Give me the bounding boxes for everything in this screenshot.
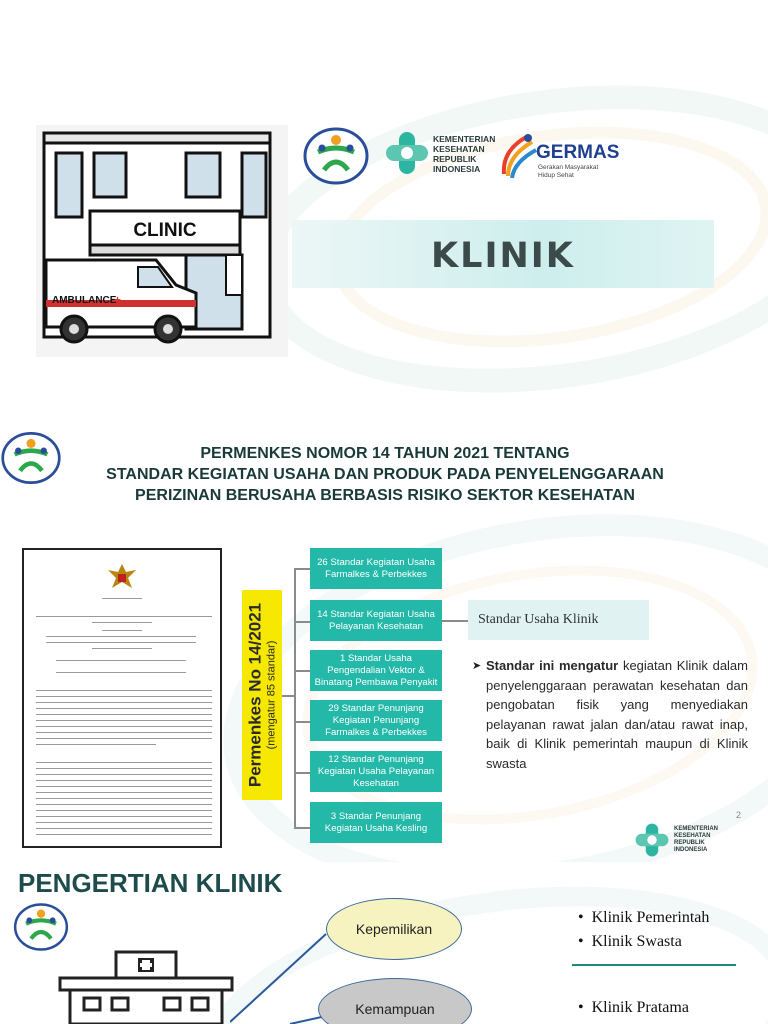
germas-name: GERMAS — [536, 142, 620, 163]
standard-line: 26 Standar Kegiatan Usaha — [317, 556, 435, 568]
capability-list — [578, 996, 689, 1020]
kemkes-line: INDONESIA — [433, 164, 481, 174]
kemkes-line: REPUBLIK — [433, 154, 477, 164]
title-band — [292, 220, 714, 288]
kemkes-line: KESEHATAN — [674, 833, 711, 839]
kemkes-line: INDONESIA — [674, 847, 708, 853]
standard-description — [486, 656, 748, 773]
standard-box — [310, 548, 442, 589]
slide-cover — [0, 0, 768, 400]
permenkes-vertical-label — [242, 590, 282, 800]
germas-logo — [498, 130, 620, 182]
clinic-illustration — [36, 125, 288, 357]
kemkes-line: KEMENTERIAN — [433, 134, 496, 144]
kemkes-logo — [634, 822, 734, 860]
kemkes-logo — [384, 130, 494, 180]
kemkes-cross-icon — [634, 822, 670, 858]
svg-text:+: + — [114, 293, 122, 307]
list-item: • Klinik Swasta — [578, 933, 682, 950]
standard-line: 12 Standar Penunjang — [328, 753, 424, 765]
kemkes-line: KEMENTERIAN — [674, 826, 719, 832]
kepemilikan-ellipse — [326, 898, 462, 960]
slide-title: KLINIK — [431, 236, 575, 276]
standard-line: 29 Standar Penunjang — [328, 702, 424, 714]
standard-line: Kegiatan Penunjang — [332, 714, 420, 726]
ambulance-label: AMBULANCE — [52, 295, 117, 306]
regulation-title-line: STANDAR KEGIATAN USAHA DAN PRODUK PADA PENYELENGGARAAN — [106, 466, 664, 483]
standard-box — [310, 802, 442, 843]
standard-line: 14 Standar Kegiatan Usaha — [317, 608, 435, 620]
kemkes-line: KESEHATAN — [433, 144, 485, 154]
page-number: 2 — [736, 810, 742, 820]
section-title: PENGERTIAN KLINIK — [18, 868, 283, 898]
standard-line: Kesehatan — [353, 777, 399, 789]
germas-sub-line: Hidup Sehat — [538, 172, 574, 179]
divider-line — [572, 964, 736, 966]
ellipse-label: Kemampuan — [355, 1001, 435, 1017]
standard-line: 1 Standar Usaha — [339, 652, 412, 664]
description-text: kegiatan Klinik dalam penyelenggaraan perawatan kesehatan dan pengobatan fisik yang menyediakan pelayanan rawat jalan dan/atau rawat inap, baik di Klinik pemerintah maupun di Klinik swasta — [486, 658, 748, 771]
standar-usaha-label: Standar Usaha Klinik — [478, 612, 599, 627]
kemkes-line: REPUBLIK — [674, 840, 705, 846]
ownership-list — [578, 906, 709, 954]
standard-line: Binatang Pembawa Penyakit — [314, 676, 438, 688]
germas-swoosh-icon — [498, 130, 538, 180]
standard-line: 3 Standar Penunjang — [330, 810, 422, 822]
standard-line: Pelayanan Kesehatan — [329, 620, 423, 632]
standar-usaha-klinik-box — [468, 600, 649, 640]
bakti-husada-logo — [302, 126, 370, 191]
kemkes-cross-icon — [384, 130, 430, 176]
standard-box — [310, 751, 442, 792]
permenkes-sublabel: (mengatur 85 standar) — [265, 640, 278, 750]
standard-box — [310, 600, 442, 641]
standard-line: Kegiatan Usaha Pelayanan — [317, 765, 435, 777]
list-item: • Klinik Pratama — [578, 999, 689, 1016]
germas-sub-line: Gerakan Masyarakat — [538, 164, 599, 171]
hospital-icon — [56, 948, 236, 1024]
regulation-document-thumbnail — [22, 548, 222, 848]
standard-line: Kegiatan Usaha Kesling — [324, 822, 428, 834]
arrow-bullet-icon: ➤ — [472, 660, 482, 672]
standard-line: Farmalkes & Perbekkes — [325, 568, 427, 580]
slide-permenkes — [0, 400, 768, 862]
clinic-sign-text: CLINIC — [133, 220, 197, 241]
description-bold: Standar ini mengatur — [486, 658, 619, 673]
regulation-title-line: PERMENKES NOMOR 14 TAHUN 2021 TENTANG — [200, 445, 570, 462]
garuda-emblem-icon — [106, 562, 138, 592]
standard-line: Pengendalian Vektor & — [327, 664, 425, 676]
standard-line: Farmalkes & Perbekkes — [325, 726, 427, 738]
standard-box — [310, 650, 442, 691]
list-item: • Klinik Pemerintah — [578, 909, 710, 926]
ellipse-label: Kepemilikan — [355, 921, 433, 937]
permenkes-label: Permenkes No 14/2021 — [245, 602, 265, 788]
slide-pengertian — [0, 862, 768, 1024]
standard-box — [310, 700, 442, 741]
regulation-title-line: PERIZINAN BERUSAHA BERBASIS RISIKO SEKTOR KESEHATAN — [135, 487, 635, 504]
